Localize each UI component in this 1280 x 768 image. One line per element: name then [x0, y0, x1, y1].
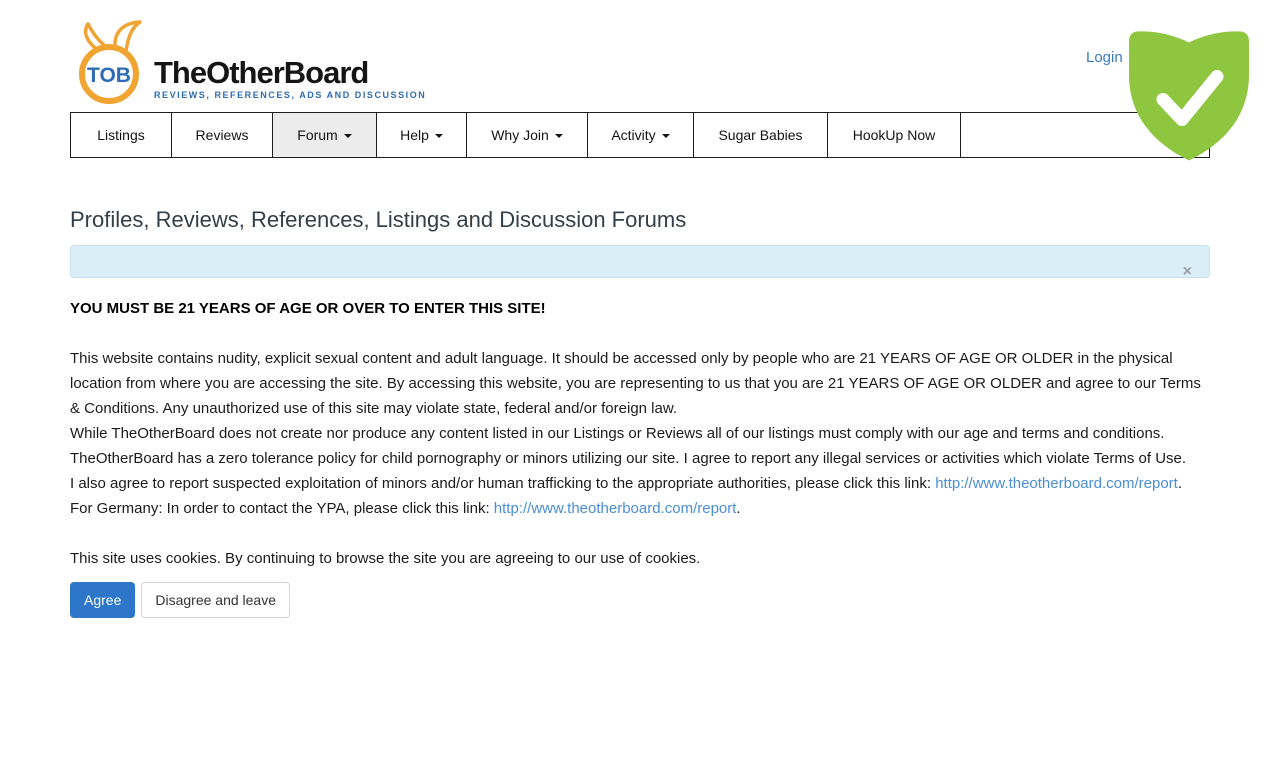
nav-item-label: Reviews [195, 127, 249, 143]
age-notice-text [70, 346, 1210, 521]
nav-item-label: Forum [297, 127, 338, 143]
nav-item-help[interactable] [377, 113, 467, 157]
report-link[interactable]: http://www.theotherboard.com/report [935, 475, 1178, 492]
brand-tagline: REVIEWS, REFERENCES, ADS AND DISCUSSION [154, 90, 427, 100]
nav-item-listings[interactable] [71, 113, 172, 157]
close-icon[interactable]: × [1182, 263, 1192, 280]
nav-item-hookup-now[interactable] [828, 113, 961, 157]
germany-report-link[interactable]: http://www.theotherboard.com/report [493, 500, 737, 517]
chevron-down-icon [555, 134, 563, 138]
zero-tolerance-line: TheOtherBoard has a zero tolerance policy for child pornography or minors utilizing our site. I agree to report any illegal services or activities which violate Terms of Use. [70, 450, 1187, 467]
tob-bunny-logo-icon [68, 20, 152, 106]
verified-shield-icon [1126, 17, 1252, 164]
login-link[interactable]: Login [1086, 49, 1123, 66]
main-navbar [70, 112, 1210, 158]
report-line [70, 471, 1210, 496]
chevron-down-icon [344, 134, 352, 138]
chevron-down-icon [662, 134, 670, 138]
cookie-notice-text: This site uses cookies. By continuing to browse the site you are agreeing to our use of cookies. [70, 550, 701, 567]
brand-name: TheOtherBoard [154, 55, 369, 90]
report-line-period: . [1177, 475, 1182, 492]
logo-link[interactable] [68, 20, 426, 106]
main-content [70, 205, 1210, 618]
nav-item-label: Sugar Babies [718, 127, 803, 143]
nav-item-label: Help [400, 127, 429, 143]
nav-item-label: Listings [97, 127, 145, 143]
germany-line [70, 496, 1210, 521]
listings-compliance-line: While TheOtherBoard does not create nor produce any content listed in our Listings or Reviews all of our listings must comply with our age and terms and conditions. [70, 425, 1165, 442]
chevron-down-icon [435, 134, 443, 138]
nav-item-label: HookUp Now [852, 127, 936, 143]
nav-item-reviews[interactable] [172, 113, 273, 157]
info-alert-bar [70, 245, 1210, 278]
age-warning-heading: YOU MUST BE 21 YEARS OF AGE OR OVER TO ENTER THIS SITE! [70, 300, 546, 317]
nav-item-label: Activity [611, 127, 656, 143]
nav-item-forum[interactable] [273, 113, 377, 157]
cookie-button-row [70, 582, 1210, 618]
logo-text [154, 55, 427, 106]
germany-line-period: . [736, 500, 741, 517]
disagree-button[interactable]: Disagree and leave [141, 582, 290, 618]
nav-item-sugar-babies[interactable] [694, 113, 828, 157]
svg-text:TOB: TOB [87, 64, 131, 87]
germany-line-text: For Germany: In order to contact the YPA, please click this link: [70, 500, 494, 517]
age-paragraph: This website contains nudity, explicit sexual content and adult language. It should be accessed only by people who are 21 YEARS OF AGE OR OLDER in the physical location from where you are accessing the site. By accessing this website, you are representing to us that you are 21 YEARS OF AGE OR OLDER and agree to our Terms & Conditions. Any unauthorized use of this site may violate state, federal and/or foreign law. [70, 350, 1201, 417]
nav-item-why-join[interactable] [467, 113, 588, 157]
nav-item-label: Why Join [491, 127, 549, 143]
page-title: Profiles, Reviews, References, Listings and Discussion Forums [70, 207, 687, 232]
report-line-text: I also agree to report suspected exploitation of minors and/or human trafficking to the appropriate authorities, please click this link: [70, 475, 936, 492]
agree-button[interactable]: Agree [70, 582, 135, 618]
nav-item-activity[interactable] [588, 113, 694, 157]
